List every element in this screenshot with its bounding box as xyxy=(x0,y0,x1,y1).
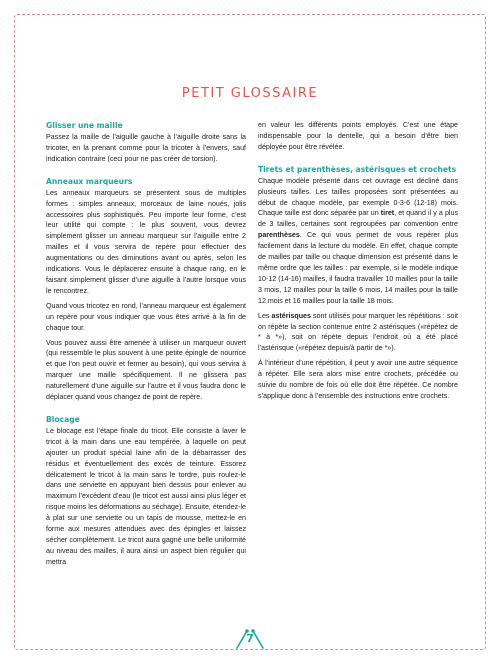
page-number: 7 xyxy=(246,632,254,645)
paragraph: Vous pouvez aussi être amenée à utiliser un marqueur ouvert (qui ressemble le plus souvent à une petite épingle de nourrice et que l’on peut ouvrir et fermer au besoin), qui vous servira à marquer une maille spécifiquement. Il ne glissera pas naturellement d’une aiguille sur l’autre et il vous faudra donc le déplacer quand vous changez de point de repère. xyxy=(46,338,246,402)
page-footer xyxy=(231,628,269,650)
paragraph: À l’intérieur d’une répétition, il peut y avoir une autre séquence à répéter. Elle sera alors mise entre crochets, précédée ou suivie du nombre de fois où elle doit être répétée. Ce nombre s’applique donc à l’ensemble des instructions entre crochets. xyxy=(258,359,458,400)
paragraph: Les astérisques sont utilisés pour marquer les répétitions : soit on répète la section contenue entre 2 astérisques («répétez de * à *»), soit on répète depuis l’endroit où a été placé l’astérisque («répétez depuis/à partir de *»). xyxy=(258,311,458,353)
page-title: PETIT GLOSSAIRE xyxy=(181,86,319,101)
paragraph: Les anneaux marqueurs se présentent sous de multiples formes : simples anneaux, morceaux de laine noués, jolis accessoires plus sophistiqués. Peu importe leur forme, c’est leur utilité qui compte : le plus souvent, vous devrez simplement glisser un anneau marqueur sur l’aiguille entre 2 mailles et il vous servira de repère pour effectuer des augmentations ou des diminutions avant ou après, selon les indications. Vous le déplacerez ensuite à chaque rang, en le faisant simplement glisser d’une aiguille à l’autre lorsque vous le rencontrez. xyxy=(46,188,246,295)
heading-blocage: Blocage xyxy=(46,414,80,424)
paragraph: Passez la maille de l’aiguille gauche à l’aiguille droite sans la tricoter, en la prenant comme pour la tricoter à l’envers, sauf indication contraire (ceci pour ne pas créer de torsion). xyxy=(46,133,246,163)
left-column xyxy=(46,120,246,572)
paragraph-continuation: en valeur les différents points employés. C’est une étape indispensable pour la dentelle, qui a besoin d’être bien déployée pour être révélée. xyxy=(258,121,458,151)
right-column xyxy=(258,120,458,406)
paragraph: Le blocage est l’étape finale du tricot. Elle consiste à laver le tricot à la main dans une eau tempérée, à laquelle on peut ajouter un produit spécial laine afin de la débarrasser des résidus et éventuellement des excès de teinture. Essorez délicatement le tricot à la main sans le tordre, puis roulez-le dans une serviette en appuyant bien dessus pour enlever au maximum l’excédent d’eau (le tricot est aussi ainsi plus léger et risque moins les déformations au séchage). Ensuite, étendez-le à plat sur une serviette ou un tapis de mousse, mettez-le en forme aux mesures attendues avec des épingles et laissez sécher complètement. Le tricot aura gagné une belle uniformité au niveau des mailles, il aura ainsi un aspect bien régulier qui mettra xyxy=(46,426,246,566)
paragraph: Chaque modèle présenté dans cet ouvrage est décliné dans plusieurs tailles. Les tailles proposées sont présentées au début de chaque modèle, par exemple 0-3-6 (12-18) mois. Chaque taille est donc séparée par un tiret, et quand il y a plus de 3 tailles, certaines sont regroupées par convention entre parenthèses. Ce qui vous permet de vous repérer plus facilement dans la lecture du modèle. En effet, chaque compte de mailles par taille ou chaque dimension est présenté dans le même ordre que les tailles : par exemple, si le modèle indique 10-12 (14-16) mailles, il faudra travailler 10 mailles pour la taille 3 mois, 12 mailles pour la taille 6 mois, 14 mailles pour la taille 12 mois et 16 mailles pour la taille 18 mois. xyxy=(258,176,458,305)
heading-tirets: Tirets et parenthèses, astérisques et crochets xyxy=(258,164,457,174)
heading-glisser: Glisser une maille xyxy=(46,121,123,130)
paragraph: Quand vous tricotez en rond, l’anneau marqueur est également un repère pour vous indiquer que vous êtes arrivé à la fin de chaque tour. xyxy=(46,301,246,332)
heading-anneaux: Anneaux marqueurs xyxy=(46,176,133,186)
